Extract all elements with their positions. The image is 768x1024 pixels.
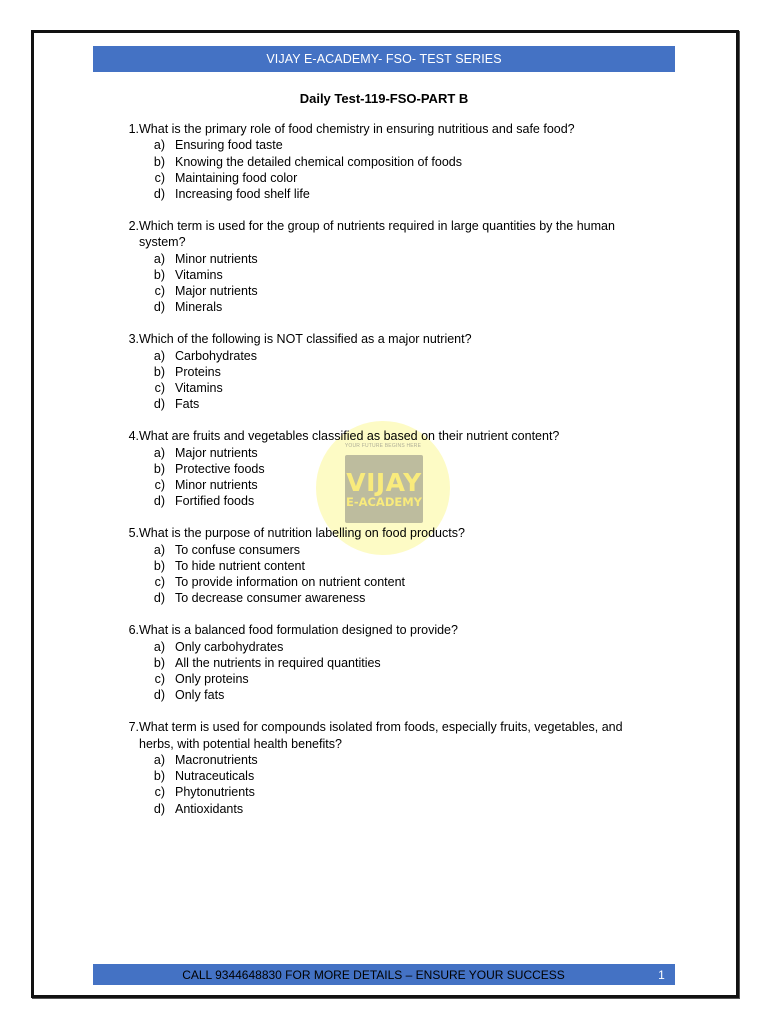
option-item xyxy=(93,445,653,461)
option-item xyxy=(93,283,653,299)
option-text: Phytonutrients xyxy=(175,785,255,800)
document-title: Daily Test-119-FSO-PART B xyxy=(299,91,469,106)
option-text: Only fats xyxy=(175,688,225,703)
option-item xyxy=(93,251,653,267)
option-letter: a) xyxy=(153,251,165,266)
option-letter: a) xyxy=(153,752,165,767)
option-letter: d) xyxy=(153,591,165,606)
option-letter: b) xyxy=(153,154,165,169)
watermark-main-text: VIJAY xyxy=(346,467,422,497)
option-item xyxy=(93,752,653,768)
question-text: Which term is used for the group of nutrients required in large quantities by the human system? xyxy=(139,218,615,250)
option-text: Vitamins xyxy=(175,267,223,282)
option-item xyxy=(93,186,653,202)
option-letter: b) xyxy=(153,558,165,573)
option-item xyxy=(93,461,653,477)
header-banner-text: VIJAY E-ACADEMY- FSO- TEST SERIES xyxy=(266,52,502,66)
option-text: Minor nutrients xyxy=(175,478,258,493)
option-text: Carbohydrates xyxy=(175,348,257,363)
option-item xyxy=(93,154,653,170)
option-text: Increasing food shelf life xyxy=(175,187,310,202)
option-list xyxy=(93,445,653,510)
option-text: To confuse consumers xyxy=(175,542,301,557)
option-text: Minerals xyxy=(175,300,223,315)
question-5 xyxy=(93,525,653,606)
question-number: 2. xyxy=(128,218,139,233)
option-text: To decrease consumer awareness xyxy=(175,591,366,606)
option-text: Only proteins xyxy=(175,672,249,687)
option-letter: c) xyxy=(154,381,165,396)
option-item xyxy=(93,574,653,590)
option-letter: d) xyxy=(153,397,165,412)
option-letter: a) xyxy=(153,639,165,654)
option-item xyxy=(93,768,653,784)
option-list xyxy=(93,639,653,704)
option-item xyxy=(93,170,653,186)
option-letter: a) xyxy=(153,348,165,363)
question-4 xyxy=(93,428,653,509)
question-text: What is a balanced food formulation designed to provide? xyxy=(139,623,458,638)
option-letter: d) xyxy=(153,688,165,703)
option-text: Antioxidants xyxy=(175,801,244,816)
option-letter: a) xyxy=(153,445,165,460)
option-item xyxy=(93,590,653,606)
option-item xyxy=(93,477,653,493)
option-letter: d) xyxy=(153,494,165,509)
page-number: 1 xyxy=(658,967,665,982)
option-item xyxy=(93,396,653,412)
option-item xyxy=(93,687,653,703)
option-item xyxy=(93,380,653,396)
option-text: Ensuring food taste xyxy=(175,138,283,153)
option-item xyxy=(93,542,653,558)
option-letter: b) xyxy=(153,461,165,476)
question-text: What is the primary role of food chemistry in ensuring nutritious and safe food? xyxy=(139,122,575,136)
option-list xyxy=(93,348,653,413)
option-text: To hide nutrient content xyxy=(175,558,305,573)
option-item xyxy=(93,558,653,574)
footer-text: CALL 9344648830 FOR MORE DETAILS – ENSURE YOUR SUCCESS xyxy=(182,967,565,982)
option-letter: c) xyxy=(154,170,165,185)
option-text: Major nutrients xyxy=(175,284,258,299)
option-item xyxy=(93,639,653,655)
option-letter: d) xyxy=(153,801,165,816)
option-letter: a) xyxy=(153,138,165,153)
option-item xyxy=(93,364,653,380)
question-number: 3. xyxy=(128,332,139,347)
question-6 xyxy=(93,622,653,703)
option-list xyxy=(93,137,653,202)
header-banner xyxy=(93,46,675,72)
option-letter: d) xyxy=(153,187,165,202)
watermark-sub-text: E-ACADEMY xyxy=(345,494,423,509)
option-text: Only carbohydrates xyxy=(175,639,284,654)
option-item xyxy=(93,299,653,315)
question-1 xyxy=(93,121,653,202)
option-letter: a) xyxy=(153,542,165,557)
option-letter: d) xyxy=(153,300,165,315)
option-text: Major nutrients xyxy=(175,445,258,460)
option-item xyxy=(93,137,653,153)
option-letter: c) xyxy=(154,575,165,590)
option-letter: b) xyxy=(153,769,165,784)
option-list xyxy=(93,752,653,817)
option-text: Minor nutrients xyxy=(175,251,258,266)
option-text: Knowing the detailed chemical composition of foods xyxy=(175,154,462,169)
question-text: What is the purpose of nutrition labelling on food products? xyxy=(139,526,465,541)
option-item xyxy=(93,784,653,800)
option-letter: c) xyxy=(154,478,165,493)
option-text: Fats xyxy=(175,397,200,412)
option-text: Macronutrients xyxy=(175,752,258,767)
option-list xyxy=(93,542,653,607)
option-item xyxy=(93,348,653,364)
option-letter: b) xyxy=(153,655,165,670)
option-list xyxy=(93,251,653,316)
option-item xyxy=(93,493,653,509)
question-3 xyxy=(93,331,653,412)
question-2 xyxy=(93,218,653,316)
option-text: Maintaining food color xyxy=(175,170,298,185)
question-text: What term is used for compounds isolated from foods, especially fruits, vegetables, and herbs, with potential health benefits? xyxy=(139,720,623,751)
option-letter: c) xyxy=(154,785,165,800)
option-text: All the nutrients in required quantities xyxy=(175,655,381,670)
option-text: Protective foods xyxy=(175,461,265,476)
question-text: What are fruits and vegetables classified as based on their nutrient content? xyxy=(139,429,560,444)
question-text: Which of the following is NOT classified as a major nutrient? xyxy=(139,332,472,347)
option-text: Vitamins xyxy=(175,381,223,396)
option-text: Proteins xyxy=(175,364,221,379)
option-item xyxy=(93,801,653,817)
option-text: To provide information on nutrient content xyxy=(175,575,405,590)
question-number: 4. xyxy=(128,429,139,444)
option-letter: c) xyxy=(154,284,165,299)
option-letter: b) xyxy=(153,267,165,282)
watermark-tagline: YOUR FUTURE BEGINS HERE xyxy=(344,443,422,449)
option-item xyxy=(93,655,653,671)
question-7 xyxy=(93,719,653,817)
option-text: Fortified foods xyxy=(175,494,255,509)
option-letter: c) xyxy=(154,672,165,687)
question-number: 5. xyxy=(128,526,139,541)
option-text: Nutraceuticals xyxy=(175,769,255,784)
question-list xyxy=(93,121,653,832)
question-number: 7. xyxy=(128,720,139,735)
footer-banner xyxy=(93,964,675,985)
option-letter: b) xyxy=(153,364,165,379)
question-number: 1. xyxy=(128,122,139,136)
option-item xyxy=(93,671,653,687)
question-number: 6. xyxy=(128,623,139,638)
option-item xyxy=(93,267,653,283)
